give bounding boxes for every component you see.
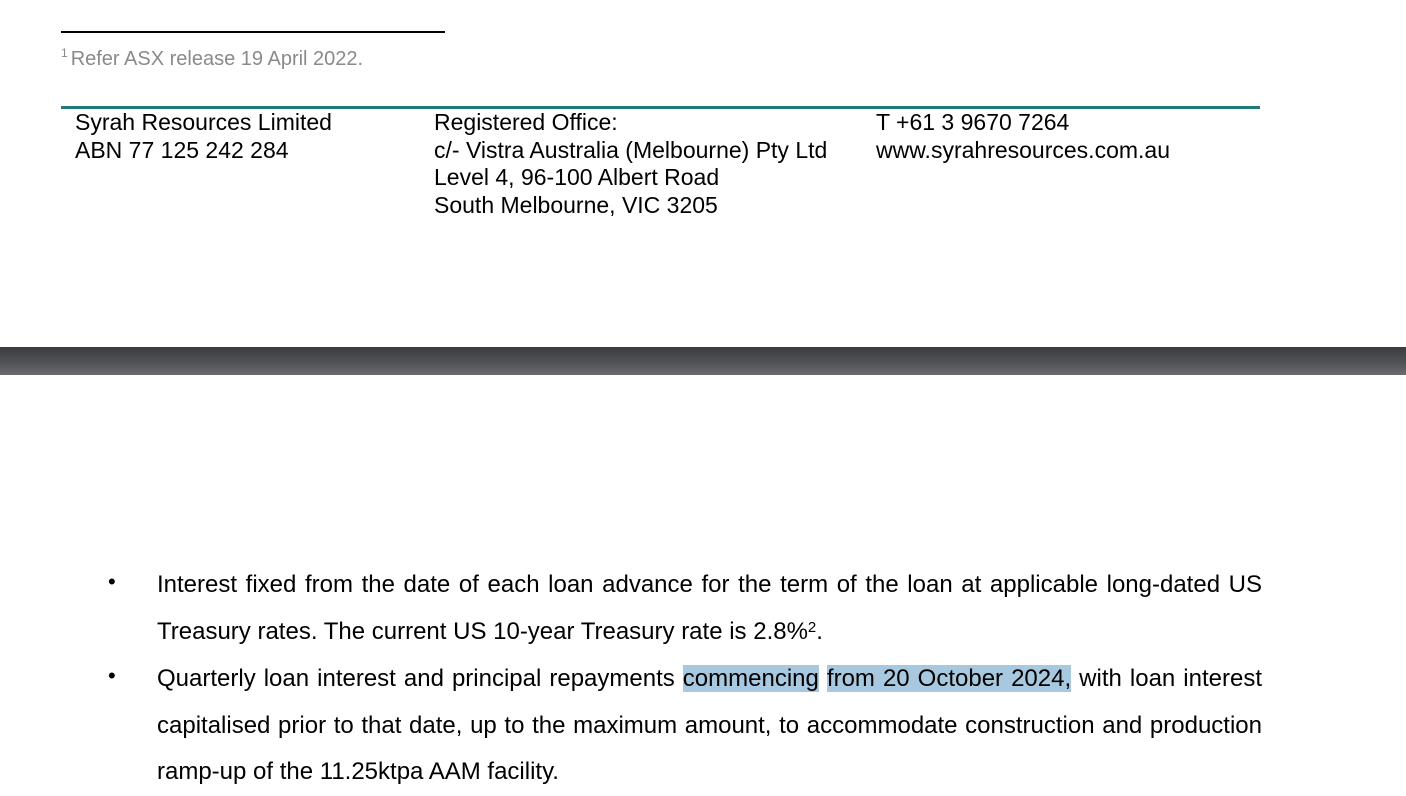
office-line-3: South Melbourne, VIC 3205 [434,191,718,218]
bullet-marker: • [108,569,116,594]
page-separator [0,347,1406,375]
text-selection-highlight[interactable]: commencing [682,665,819,692]
footer-office-block [434,109,827,219]
office-line-1: c/- Vistra Australia (Melbourne) Pty Ltd [434,136,828,163]
bullet-text-after: with loan interest capitalised prior to that date, up to the maximum amount, to accommodate construction and production ramp-up of the 11.25ktpa AAM facility. [157,665,1263,785]
footnote-text: Refer ASX release 19 April 2022. [70,48,364,70]
bullet-text: Interest fixed from the date of each loan advance for the term of the loan at applicable long-dated US Treasury rates. The current US 10-year Treasury rate is 2.8% [157,571,1262,645]
bullet-text-before: Quarterly loan interest and principal repayments [157,665,683,692]
office-heading: Registered Office: [434,109,618,135]
company-abn: ABN 77 125 242 284 [75,136,289,163]
document-page-upper [0,0,1406,347]
footnote-number: 1 [61,46,68,60]
bullet-item-interest [157,562,1262,655]
bullet-marker: • [108,663,116,688]
document-page-lower [0,375,1406,790]
footer-contact-block [876,109,1170,164]
office-line-2: Level 4, 96-100 Albert Road [434,164,720,190]
contact-website[interactable]: www.syrahresources.com.au [876,136,1170,163]
footer-company-block [75,109,332,164]
footnote-separator [61,31,445,33]
company-name: Syrah Resources Limited [75,109,332,135]
bullet-item-repayments [157,656,1262,796]
contact-phone: T +61 3 9670 7264 [876,109,1070,135]
text-selection-highlight[interactable]: from 20 October 2024 [826,665,1065,692]
bullet-end: . [816,617,823,645]
footnote [61,48,363,71]
text-selection-highlight[interactable]: , [1064,665,1072,692]
bullet-space [819,665,827,692]
footnote-reference[interactable]: 2 [807,618,817,636]
